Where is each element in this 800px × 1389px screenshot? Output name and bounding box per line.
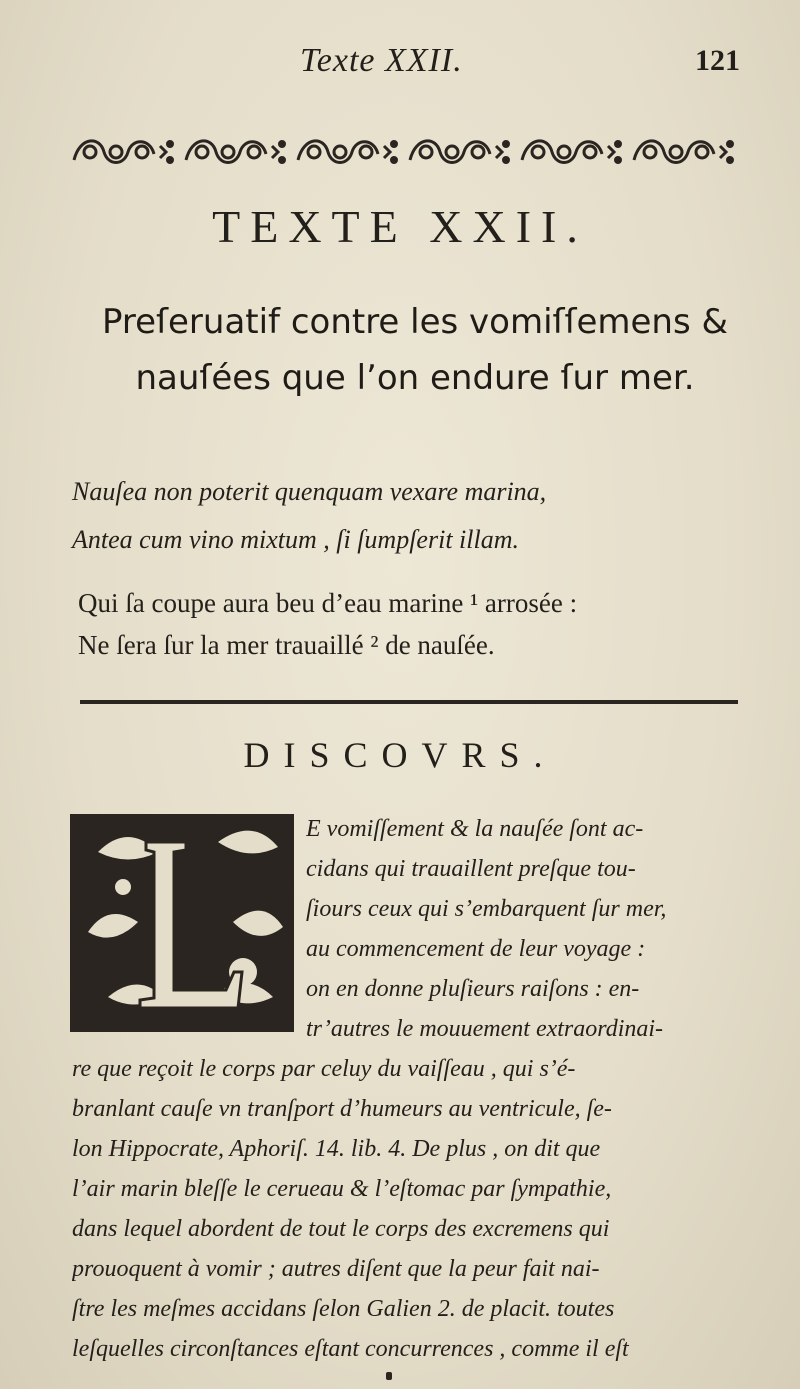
body-line: branlant cauſe vn tranſport d’humeurs au ventricule, ſe- <box>72 1096 612 1122</box>
body-line: prouoquent à vomir ; autres diſent que la peur fait nai- <box>72 1256 600 1282</box>
body-line: tr’autres le mouuement extraordinai- <box>306 1016 664 1042</box>
signature-mark <box>386 1372 392 1380</box>
body-line: ſtre les meſmes accidans ſelon Galien 2. de placit. toutes <box>72 1296 615 1322</box>
body-line: dans lequel abordent de tout le corps des excremens qui <box>72 1216 610 1242</box>
verse-line: Qui ſa coupe aura beu d’eau marine ¹ arrosée : <box>78 588 578 618</box>
dropcap-letter: L <box>68 812 69 813</box>
running-head <box>0 42 800 92</box>
body-line: lon Hippocrate, Aphoriſ. 14. lib. 4. De plus , on dit que <box>72 1136 601 1162</box>
body-line: cidans qui trauaillent preſque tou- <box>306 856 636 882</box>
heading-line: nauſées que l’on endure ſur mer. <box>135 358 695 398</box>
dropcap-l <box>68 812 296 1034</box>
body-line: E vomiſſement & la nauſée ſont ac- <box>306 816 644 842</box>
running-title: Texte XXII. <box>300 42 463 79</box>
latin-line: Antea cum vino mixtum , ſi ſumpſerit illam. <box>72 525 519 554</box>
section-title: DISCOVRS. <box>243 735 557 775</box>
verse-line: Ne ſera ſur la mer trauaillé ² de nauſée. <box>78 630 495 660</box>
body-line: on en donne pluſieurs raiſons : en- <box>306 976 640 1002</box>
ornament-band <box>70 130 745 176</box>
body-line: ſiours ceux qui s’embarquent ſur mer, <box>306 896 667 922</box>
heading-line: Preſeruatif contre les vomiſſemens & <box>101 302 729 342</box>
latin-line: Nauſea non poterit quenquam vexare marina, <box>72 477 547 506</box>
chapter-heading <box>70 294 760 406</box>
chapter-title: TEXTE XXII. <box>212 201 588 252</box>
body-line: l’air marin bleſſe le cerueau & l’eſtomac par ſympathie, <box>72 1176 612 1202</box>
page-number: 121 <box>695 44 740 77</box>
horizontal-rule <box>80 700 738 704</box>
french-verse <box>78 582 728 666</box>
body-line: leſquelles circonſtances eſtant concurrences , comme il eſt <box>72 1336 629 1362</box>
latin-verse <box>72 468 692 564</box>
body-line: re que reçoit le corps par celuy du vaiſſeau , qui s’é- <box>72 1056 576 1082</box>
body-line: au commencement de leur voyage : <box>306 936 646 962</box>
